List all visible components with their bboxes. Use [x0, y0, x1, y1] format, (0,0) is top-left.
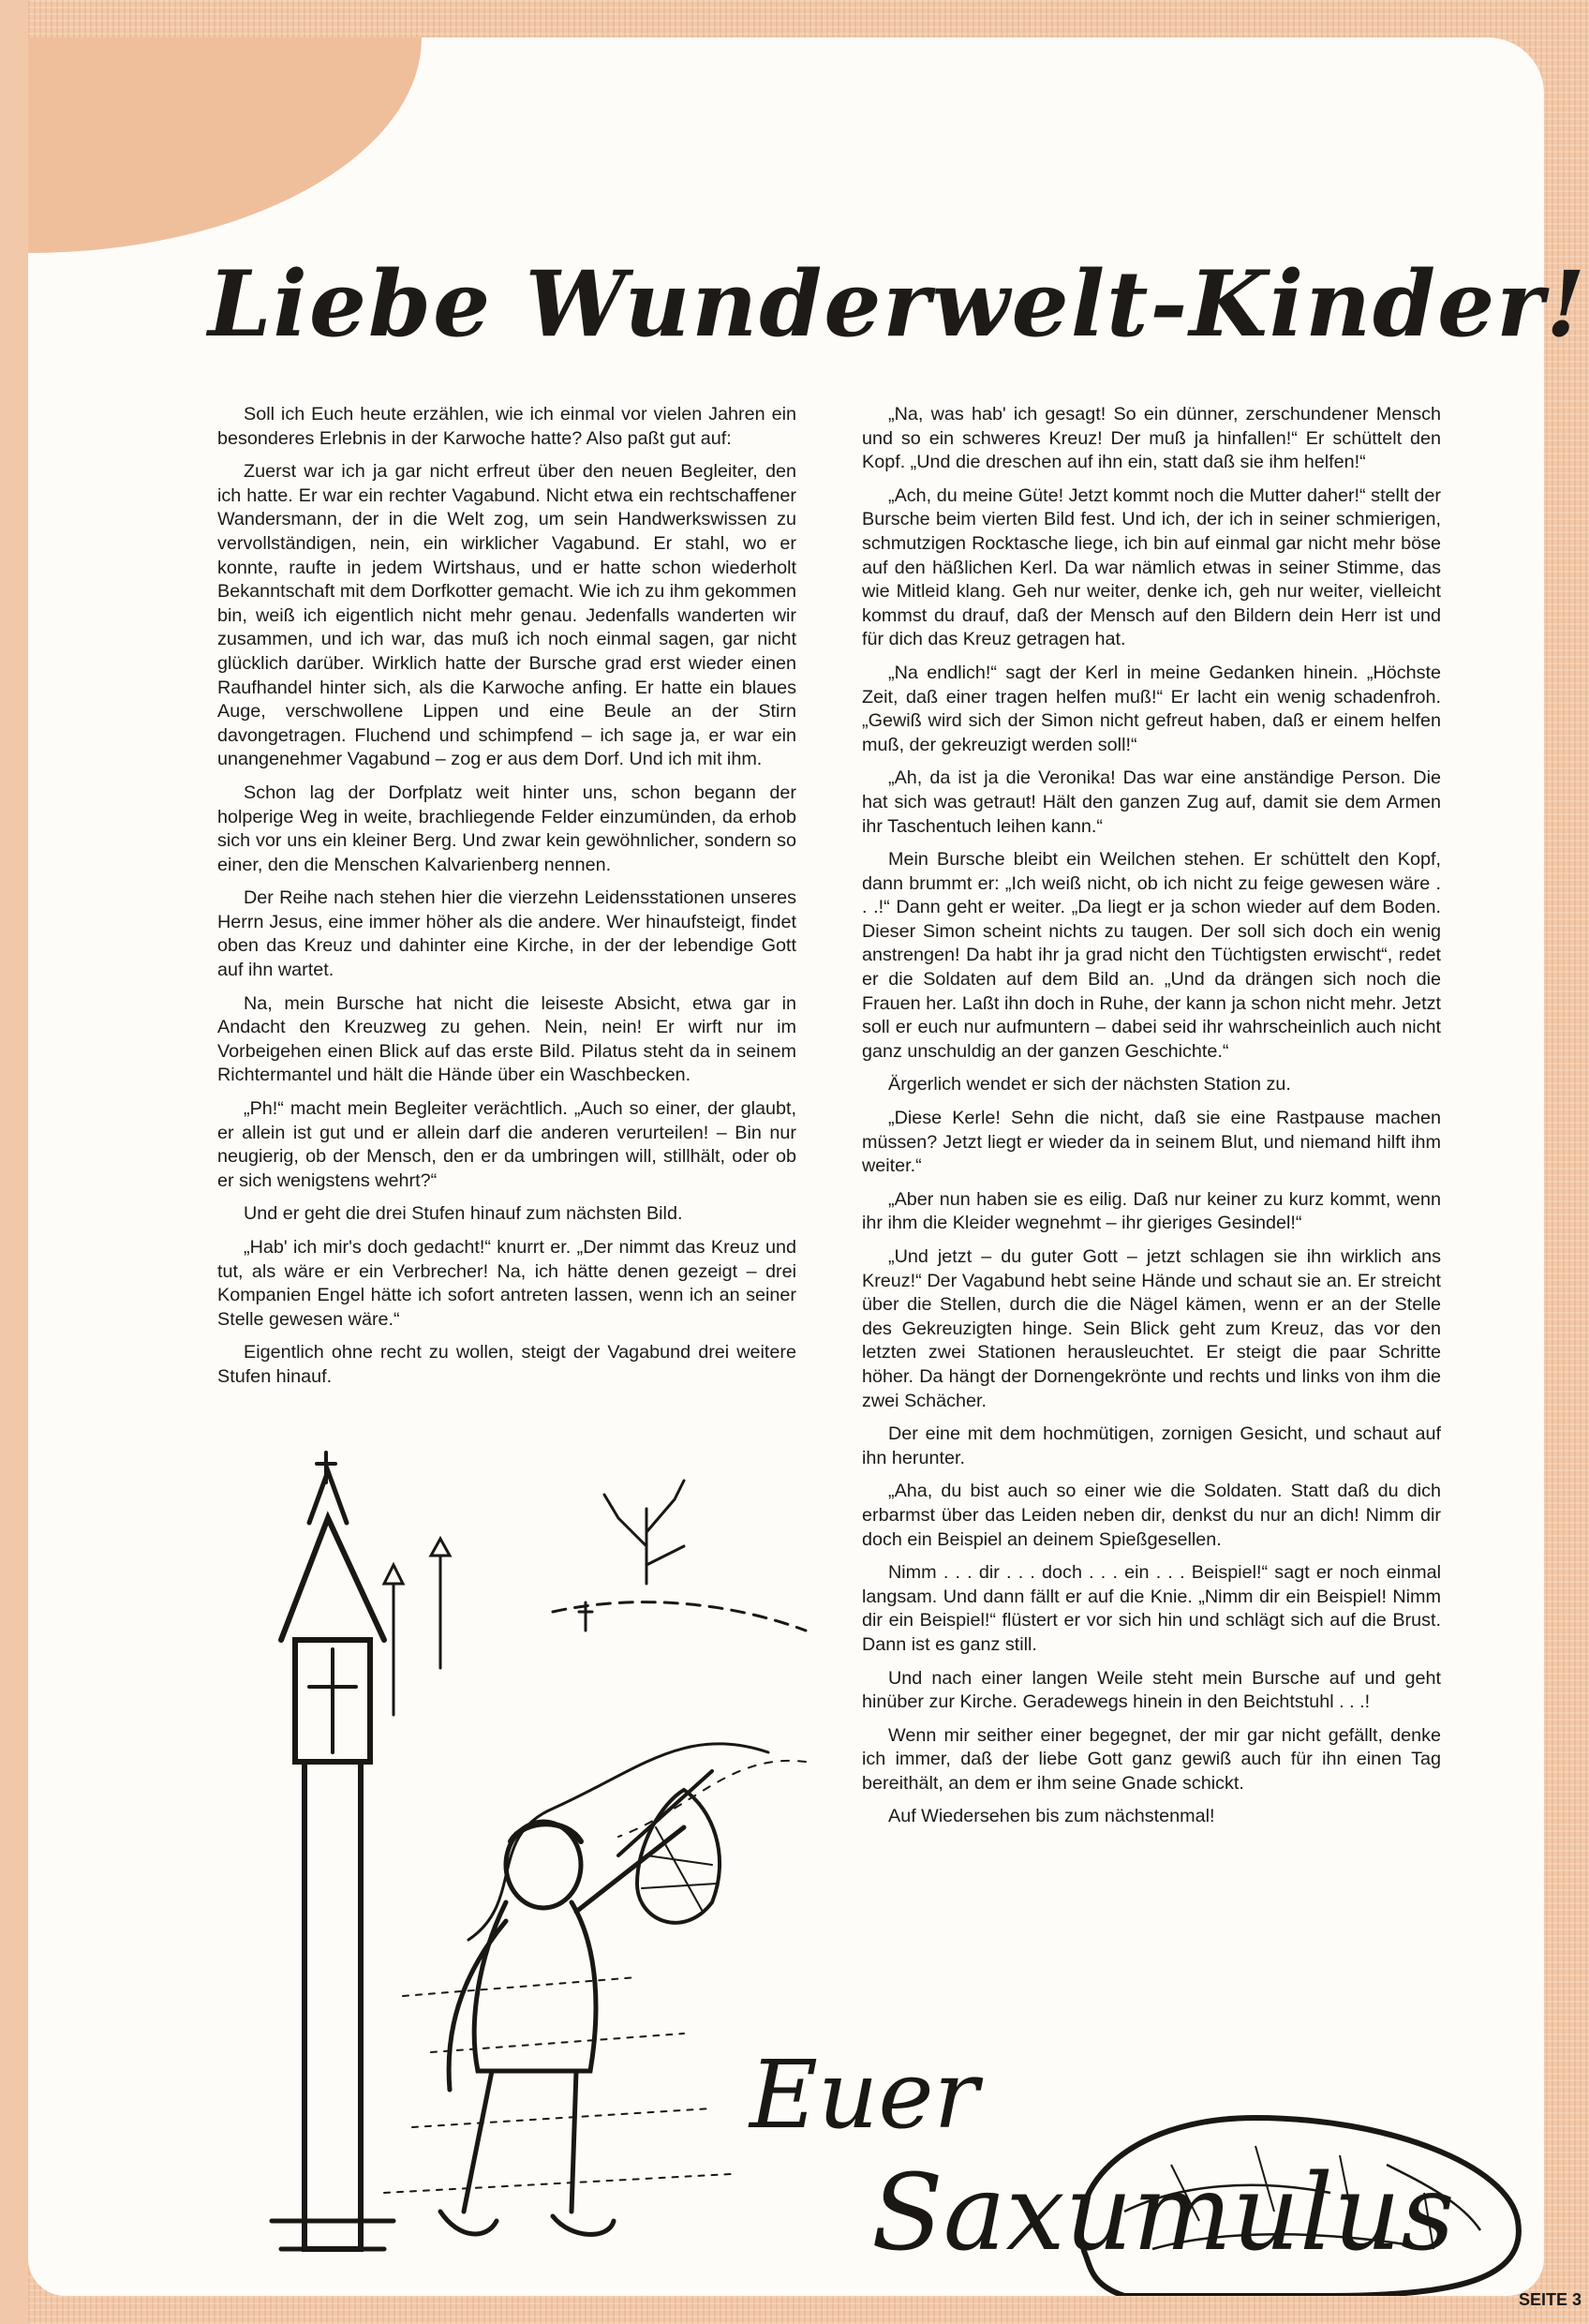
- paragraph: Soll ich Euch heute erzählen, wie ich einmal vor vielen Jahren ein besonderes Erlebnis in der Karwoche hatte? Also paßt gut auf:: [217, 404, 796, 449]
- paragraph: Und er geht die drei Stufen hinauf zum nächsten Bild.: [244, 1203, 683, 1225]
- paper-curl: [28, 37, 422, 253]
- paragraph: Der eine mit dem hochmütigen, zornigen Gesicht, und schaut auf ihn herunter.: [862, 1423, 1441, 1468]
- paragraph: „Aha, du bist auch so einer wie die Soldaten. Statt daß du dich erbarmst über das Leiden neben dir, denkst du nur an dich! Nimm dir doch ein Beispiel an deinem Spießgesellen.: [862, 1481, 1441, 1550]
- paragraph: „Hab' ich mir's doch gedacht!“ knurrt er. „Der nimmt das Kreuz und tut, als wäre er ein Verbrecher! Na, ich hätte denen gezeigt – drei Kompanien Engel hätte ich sofort antreten lassen, wenn ich an seiner Stelle gewesen wäre.“: [217, 1237, 796, 1330]
- signature-line2: Saxumulus: [871, 2153, 1455, 2274]
- paragraph: Wenn mir seither einer begegnet, der mir gar nicht gefällt, denke ich immer, daß der liebe Gott ganz gewiß auch für ihn einen Tag bereithält, an dem er ihm seine Gnade schickt.: [862, 1724, 1441, 1794]
- signature-line1: Euer: [750, 2040, 979, 2150]
- paragraph: „Ph!“ macht mein Begleiter verächtlich. „Auch so einer, der glaubt, er allein ist gut und er allein darf die anderen verurteilen! – Bin nur neugierig, ob der Mensch, den er da umbringen will, stillhält, oder ob er sich wenigstens wehrt?“: [217, 1098, 796, 1191]
- signature-euer-saxumulus: [731, 1977, 1555, 2296]
- paragraph: „Aber nun haben sie es eilig. Daß nur keiner zu kurz kommt, wenn ihr ihm die Kleider wegnehmt – ihr gieriges Gesindel!“: [862, 1188, 1441, 1234]
- page-border-pattern: [0, 0, 28, 2324]
- paragraph: Nimm . . . dir . . . doch . . . ein . . . Beispiel!“ sagt er noch einmal langsam. Und dann fällt er auf die Knie. „Nimm dir ein Beispiel! Nimm dir ein Beispiel!“ flüstert er vor sich hin und schlägt sich auf die Brust. Dann ist es ganz still.: [862, 1562, 1441, 1655]
- paragraph: Der Reihe nach stehen hier die vierzehn Leidensstationen unseres Herrn Jesus, eine immer höher als die andere. Wer hinaufsteigt, findet oben das Kreuz und dahinter eine Kirche, in der der lebendige Gott auf ihn wartet.: [217, 887, 796, 981]
- page-number: SEITE 3: [1518, 2290, 1582, 2309]
- paragraph: „Na endlich!“ sagt der Kerl in meine Gedanken hinein. „Höchste Zeit, daß einer tragen helfen muß!“ Er lacht ein wenig schadenfroh. „Gewiß wird sich der Simon nicht gefreut haben, daß er einem helfen muß, der gekreuzigt werden soll!“: [862, 662, 1441, 755]
- paragraph: Zuerst war ich ja gar nicht erfreut über den neuen Begleiter, den ich hatte. Er war ein rechter Vagabund. Nicht etwa ein rechtschaffener Wandersmann, der in die Welt zog, um sein Handwerkswissen zu vervollständigen, nein, ein wirklicher Vagabund. Er stahl, wo er konnte, raufte in jedem Wirtshaus, und er hatte schon wiederholt Bekanntschaft mit dem Dorfkotter gemacht. Wie ich zu ihm gekommen bin, weiß ich eigentlich nicht mehr genau. Jedenfalls wanderten wir zusammen, und ich war, das muß ich noch einmal sagen, gar nicht glücklich darüber. Wirklich hatte der Bursche grad erst wieder einen Raufhandel hinter sich, als die Karwoche anfing. Er hatte ein blaues Auge, verschwollene Lippen und eine Beule an der Stirn davongetragen. Fluchend und schimpfend – ich sage ja, er war ein unangenehmer Vagabund – zog er aus dem Dorf. Und ich mit ihm.: [217, 461, 796, 770]
- paragraph: „Und jetzt – du guter Gott – jetzt schlagen sie ihn wirklich ans Kreuz!“ Der Vagabund hebt seine Hände und schaut sie an. Er streicht über die Stellen, durch die die Nägel kämen, wenn er an der Stelle des Gekreuzigten hinge. Sein Blick geht zum Kreuz, das vor den letzten zwei Stationen herausleuchtet. Er steigt die paar Schritte höher. Da hängt der Dornengekrönte und rechts und links von ihm die zwei Schächer.: [862, 1246, 1441, 1411]
- paragraph: Mein Bursche bleibt ein Weilchen stehen. Er schüttelt den Kopf, dann brummt er: „Ich weiß nicht, ob ich nicht zu feige gewesen wäre . . .!“ Dann geht er weiter. „Da liegt er ja schon wieder auf dem Boden. Dieser Simon scheint nichts zu taugen. Der soll sich doch ein wenig anstrengen! Da habt ihr ja grad nicht den Tüchtigsten erwischt“, redet er die Soldaten auf dem Bild an. „Und da drängen sich noch die Frauen her. Laßt ihn doch in Ruhe, der kann ja schon nicht mehr. Jetzt soll er euch nur aufmuntern – dabei seid ihr wahrscheinlich auch nicht ganz unschuldig an der ganzen Geschichte.“: [862, 849, 1441, 1062]
- paragraph: „Na, was hab' ich gesagt! So ein dünner, zerschundener Mensch und so ein schweres Kreuz! Der muß ja hinfallen!“ Er schüttelt den Kopf. „Und die dreschen auf ihn ein, statt daß sie ihm helfen!“: [862, 404, 1441, 473]
- paragraph: Auf Wiedersehen bis zum nächstenmal!: [888, 1806, 1215, 1827]
- paragraph: Schon lag der Dorfplatz weit hinter uns, schon begann der holperige Weg in weite, brachliegende Felder einzumünden, da erhob sich vor uns ein kleiner Berg. Und zwar kein gewöhnlicher, sondern so einer, den die Menschen Kalvarienberg nennen.: [217, 782, 796, 875]
- paragraph: Und nach einer langen Weile steht mein Bursche auf und geht hinüber zur Kirche. Geradewegs hinein in den Beichtstuhl . . .!: [862, 1667, 1441, 1713]
- paragraph: Ärgerlich wendet er sich der nächsten Station zu.: [888, 1074, 1291, 1095]
- paragraph: „Ah, da ist ja die Veronika! Das war eine anständige Person. Die hat sich was getraut! Hält den ganzen Zug auf, damit sie dem Armen ihr Taschentuch leihen kann.“: [862, 767, 1441, 837]
- page-heading: Liebe Wunderwelt-Kinder!: [208, 251, 1587, 357]
- paragraph: Eigentlich ohne recht zu wollen, steigt der Vagabund drei weitere Stufen hinauf.: [217, 1342, 796, 1387]
- paragraph: Na, mein Bursche hat nicht die leiseste Absicht, etwa gar in Andacht den Kreuzweg zu gehen. Nein, nein! Er wirft nur im Vorbeigehen einen Blick auf das erste Bild. Pilatus steht da in seinem Richtermantel und hält die Hände über ein Waschbecken.: [217, 992, 796, 1086]
- left-text-column: [217, 403, 796, 1399]
- paragraph: „Ach, du meine Güte! Jetzt kommt noch die Mutter daher!“ stellt der Bursche beim vierten Bild fest. Und ich, der ich in seiner schmierigen, schmutzigen Rocktasche liege, ich bin auf einmal gar nicht mehr böse auf den häßlichen Kerl. Da war nämlich etwas in seiner Stimme, das wie Mitleid klang. Geh nur weiter, denke ich, geh nur weiter, vielleicht kommst du drauf, daß der Mensch auf den Bildern dein Herr ist und für dich das Kreuz getragen hat.: [862, 484, 1441, 650]
- paragraph: „Diese Kerle! Sehn die nicht, daß sie eine Rastpause machen müssen? Jetzt liegt er wieder da in seinem Blut, und niemand hilft ihm weiter.“: [862, 1108, 1441, 1177]
